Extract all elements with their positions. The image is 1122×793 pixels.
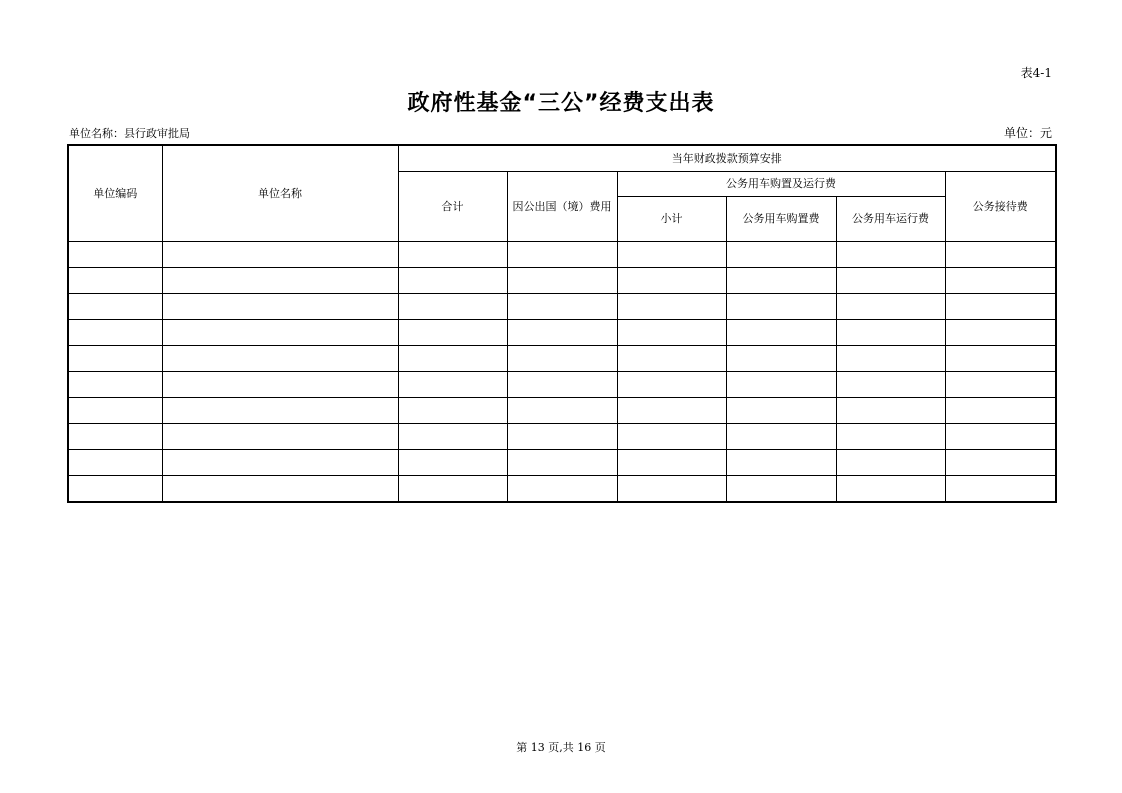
table-cell	[398, 450, 507, 476]
table-cell	[507, 346, 617, 372]
header-total: 合计	[398, 172, 507, 242]
table-row	[68, 268, 1056, 294]
table-cell	[68, 242, 162, 268]
table-cell	[945, 450, 1056, 476]
table-cell	[836, 242, 945, 268]
table-cell	[836, 294, 945, 320]
table-cell	[726, 372, 836, 398]
table-cell	[617, 346, 726, 372]
table-cell	[836, 320, 945, 346]
table-cell	[162, 268, 398, 294]
table-cell	[945, 398, 1056, 424]
table-cell	[617, 372, 726, 398]
table-cell	[945, 372, 1056, 398]
table-cell	[507, 268, 617, 294]
table-cell	[507, 424, 617, 450]
table-cell	[398, 294, 507, 320]
table-cell	[617, 268, 726, 294]
table-cell	[945, 242, 1056, 268]
header-abroad: 因公出国（境）费用	[507, 172, 617, 242]
table-cell	[162, 450, 398, 476]
table-cell	[507, 398, 617, 424]
header-subtotal: 小计	[617, 197, 726, 242]
table-cell	[162, 346, 398, 372]
unit-name-label: 单位名称：县行政审批局	[69, 127, 190, 140]
table-cell	[68, 294, 162, 320]
table-row	[68, 294, 1056, 320]
table-cell	[507, 450, 617, 476]
table-body	[68, 242, 1056, 503]
table-row	[68, 398, 1056, 424]
header-budget-group: 当年财政拨款预算安排	[398, 145, 1056, 172]
table-number: 表4-1	[1020, 66, 1052, 80]
table-cell	[726, 476, 836, 503]
table-cell	[945, 424, 1056, 450]
header-vehicle-purchase: 公务用车购置费	[726, 197, 836, 242]
table-cell	[162, 242, 398, 268]
expense-table	[67, 144, 1057, 503]
table-cell	[617, 450, 726, 476]
table-cell	[68, 268, 162, 294]
table-cell	[945, 268, 1056, 294]
table-cell	[68, 398, 162, 424]
table-cell	[617, 476, 726, 503]
header-vehicle-group: 公务用车购置及运行费	[617, 172, 945, 197]
table-cell	[68, 320, 162, 346]
table-cell	[726, 320, 836, 346]
table-cell	[398, 346, 507, 372]
table-cell	[162, 424, 398, 450]
table-row	[68, 424, 1056, 450]
table-cell	[617, 398, 726, 424]
table-cell	[68, 372, 162, 398]
table-row	[68, 450, 1056, 476]
table-cell	[836, 346, 945, 372]
table-cell	[162, 476, 398, 503]
table-cell	[617, 424, 726, 450]
currency-unit-label: 单位：元	[1003, 126, 1052, 140]
table-cell	[726, 268, 836, 294]
page-number: 第 13 页,共 16 页	[516, 741, 606, 754]
table-cell	[68, 346, 162, 372]
table-cell	[398, 268, 507, 294]
table-cell	[945, 294, 1056, 320]
table-row	[68, 372, 1056, 398]
table-cell	[398, 398, 507, 424]
table-cell	[945, 346, 1056, 372]
table-cell	[617, 320, 726, 346]
table-cell	[617, 294, 726, 320]
table-cell	[162, 294, 398, 320]
header-reception: 公务接待费	[945, 172, 1056, 242]
table-cell	[726, 398, 836, 424]
header-vehicle-operation: 公务用车运行费	[836, 197, 945, 242]
table-cell	[398, 320, 507, 346]
table-cell	[398, 242, 507, 268]
table-row	[68, 476, 1056, 503]
table-cell	[68, 424, 162, 450]
table-row	[68, 320, 1056, 346]
table-cell	[398, 476, 507, 503]
table-cell	[398, 424, 507, 450]
table-cell	[836, 372, 945, 398]
table-cell	[507, 372, 617, 398]
table-cell	[507, 320, 617, 346]
table-cell	[836, 268, 945, 294]
table-cell	[507, 242, 617, 268]
table-cell	[726, 346, 836, 372]
table-row	[68, 346, 1056, 372]
header-unit-code: 单位编码	[68, 145, 162, 242]
table-cell	[836, 398, 945, 424]
table-cell	[617, 242, 726, 268]
table-cell	[945, 476, 1056, 503]
table-cell	[162, 398, 398, 424]
page-title: 政府性基金“三公”经费支出表	[407, 91, 715, 116]
table-cell	[726, 294, 836, 320]
table-cell	[836, 476, 945, 503]
table-cell	[836, 424, 945, 450]
table-cell	[726, 450, 836, 476]
table-cell	[726, 242, 836, 268]
table-cell	[162, 372, 398, 398]
table-cell	[836, 450, 945, 476]
table-cell	[68, 450, 162, 476]
table-cell	[507, 294, 617, 320]
table-cell	[726, 424, 836, 450]
table-cell	[68, 476, 162, 503]
table-cell	[398, 372, 507, 398]
table-cell	[507, 476, 617, 503]
header-unit-name: 单位名称	[162, 145, 398, 242]
table-cell	[162, 320, 398, 346]
table-cell	[945, 320, 1056, 346]
table-row	[68, 242, 1056, 268]
